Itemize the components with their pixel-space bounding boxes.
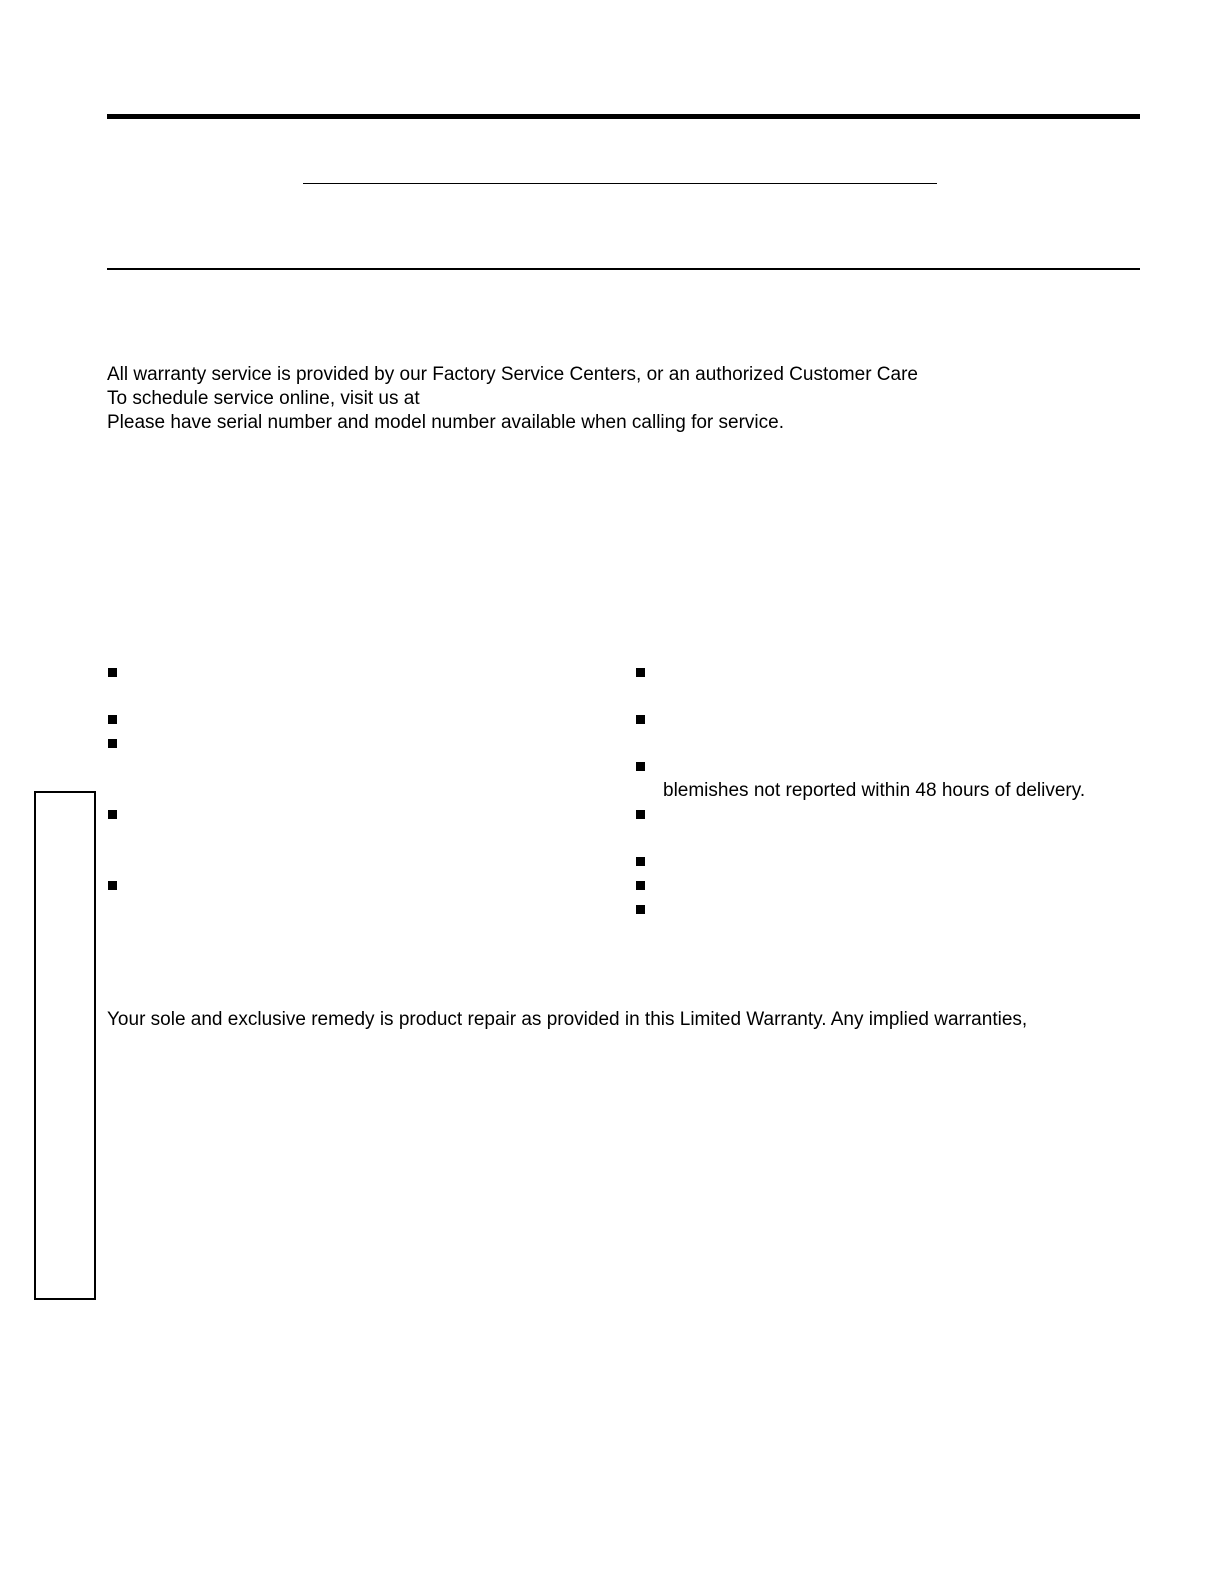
- serial-number-line: Please have serial number and model number available when calling for service.: [107, 412, 784, 433]
- bullet-icon: [636, 810, 645, 819]
- title-underline: [303, 183, 937, 184]
- bullet-icon: [636, 715, 645, 724]
- side-tab-box: [34, 791, 96, 1300]
- bullet-icon: [108, 881, 117, 890]
- bullet-icon: [108, 739, 117, 748]
- bullet-icon: [636, 762, 645, 771]
- bullet-icon: [636, 668, 645, 677]
- blemish-exclusion-text: blemishes not reported within 48 hours of delivery.: [663, 780, 1086, 801]
- top-divider: [107, 114, 1140, 119]
- bullet-icon: [108, 810, 117, 819]
- bullet-icon: [636, 857, 645, 866]
- exclusive-remedy-line: Your sole and exclusive remedy is product repair as provided in this Limited Warranty. Any implied warranties,: [107, 1009, 1028, 1030]
- bullet-icon: [108, 715, 117, 724]
- warranty-service-line: All warranty service is provided by our Factory Service Centers, or an authorized Customer Care: [107, 364, 918, 385]
- bullet-icon: [108, 668, 117, 677]
- bullet-icon: [636, 881, 645, 890]
- bullet-icon: [636, 905, 645, 914]
- schedule-online-line: To schedule service online, visit us at: [107, 388, 420, 409]
- section-divider: [107, 268, 1140, 270]
